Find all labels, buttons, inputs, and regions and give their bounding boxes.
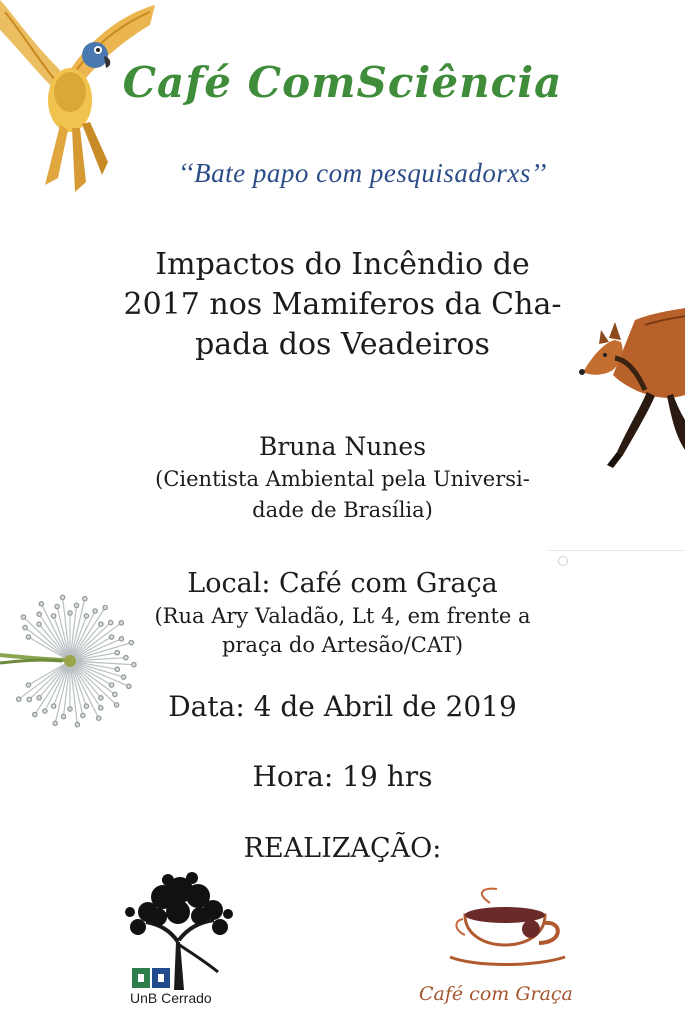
venue-address-line: praça do Artesão/CAT) xyxy=(221,633,464,657)
event-subtitle: ‘‘Bate papo com pesquisadorxs’’ xyxy=(178,158,547,188)
tree-icon xyxy=(118,872,238,990)
event-title: Café ComSciência xyxy=(122,58,563,107)
cafe-com-graca-logo xyxy=(415,885,595,1015)
coffee-cup-icon xyxy=(435,885,585,973)
unb-cerrado-logo xyxy=(118,872,238,1012)
speaker-block xyxy=(0,430,685,526)
talk-title-line: Impactos do Incêndio de xyxy=(155,247,530,282)
event-time: Hora: 19 hrs xyxy=(252,760,433,793)
venue-local: Local: Café com Graça xyxy=(187,568,498,599)
organizers-heading: REALIZAÇÃO: xyxy=(243,833,442,864)
speaker-bio-line: dade de Brasília) xyxy=(252,498,433,522)
divider-dot xyxy=(558,556,568,566)
event-date: Data: 4 de Abril de 2019 xyxy=(168,690,517,723)
divider xyxy=(548,550,685,551)
speaker-name: Bruna Nunes xyxy=(258,432,427,461)
cafe-logo-text: Café com Graça xyxy=(419,983,573,1005)
speaker-bio-line: (Cientista Ambiental pela Universi- xyxy=(155,467,530,491)
unb-logo-text: UnB Cerrado xyxy=(130,990,212,1006)
venue-block xyxy=(0,566,685,660)
talk-title-line: 2017 nos Mamiferos da Cha- xyxy=(123,287,562,322)
talk-title-line: pada dos Veadeiros xyxy=(195,327,490,362)
venue-address-line: (Rua Ary Valadão, Lt 4, em frente a xyxy=(154,604,531,628)
